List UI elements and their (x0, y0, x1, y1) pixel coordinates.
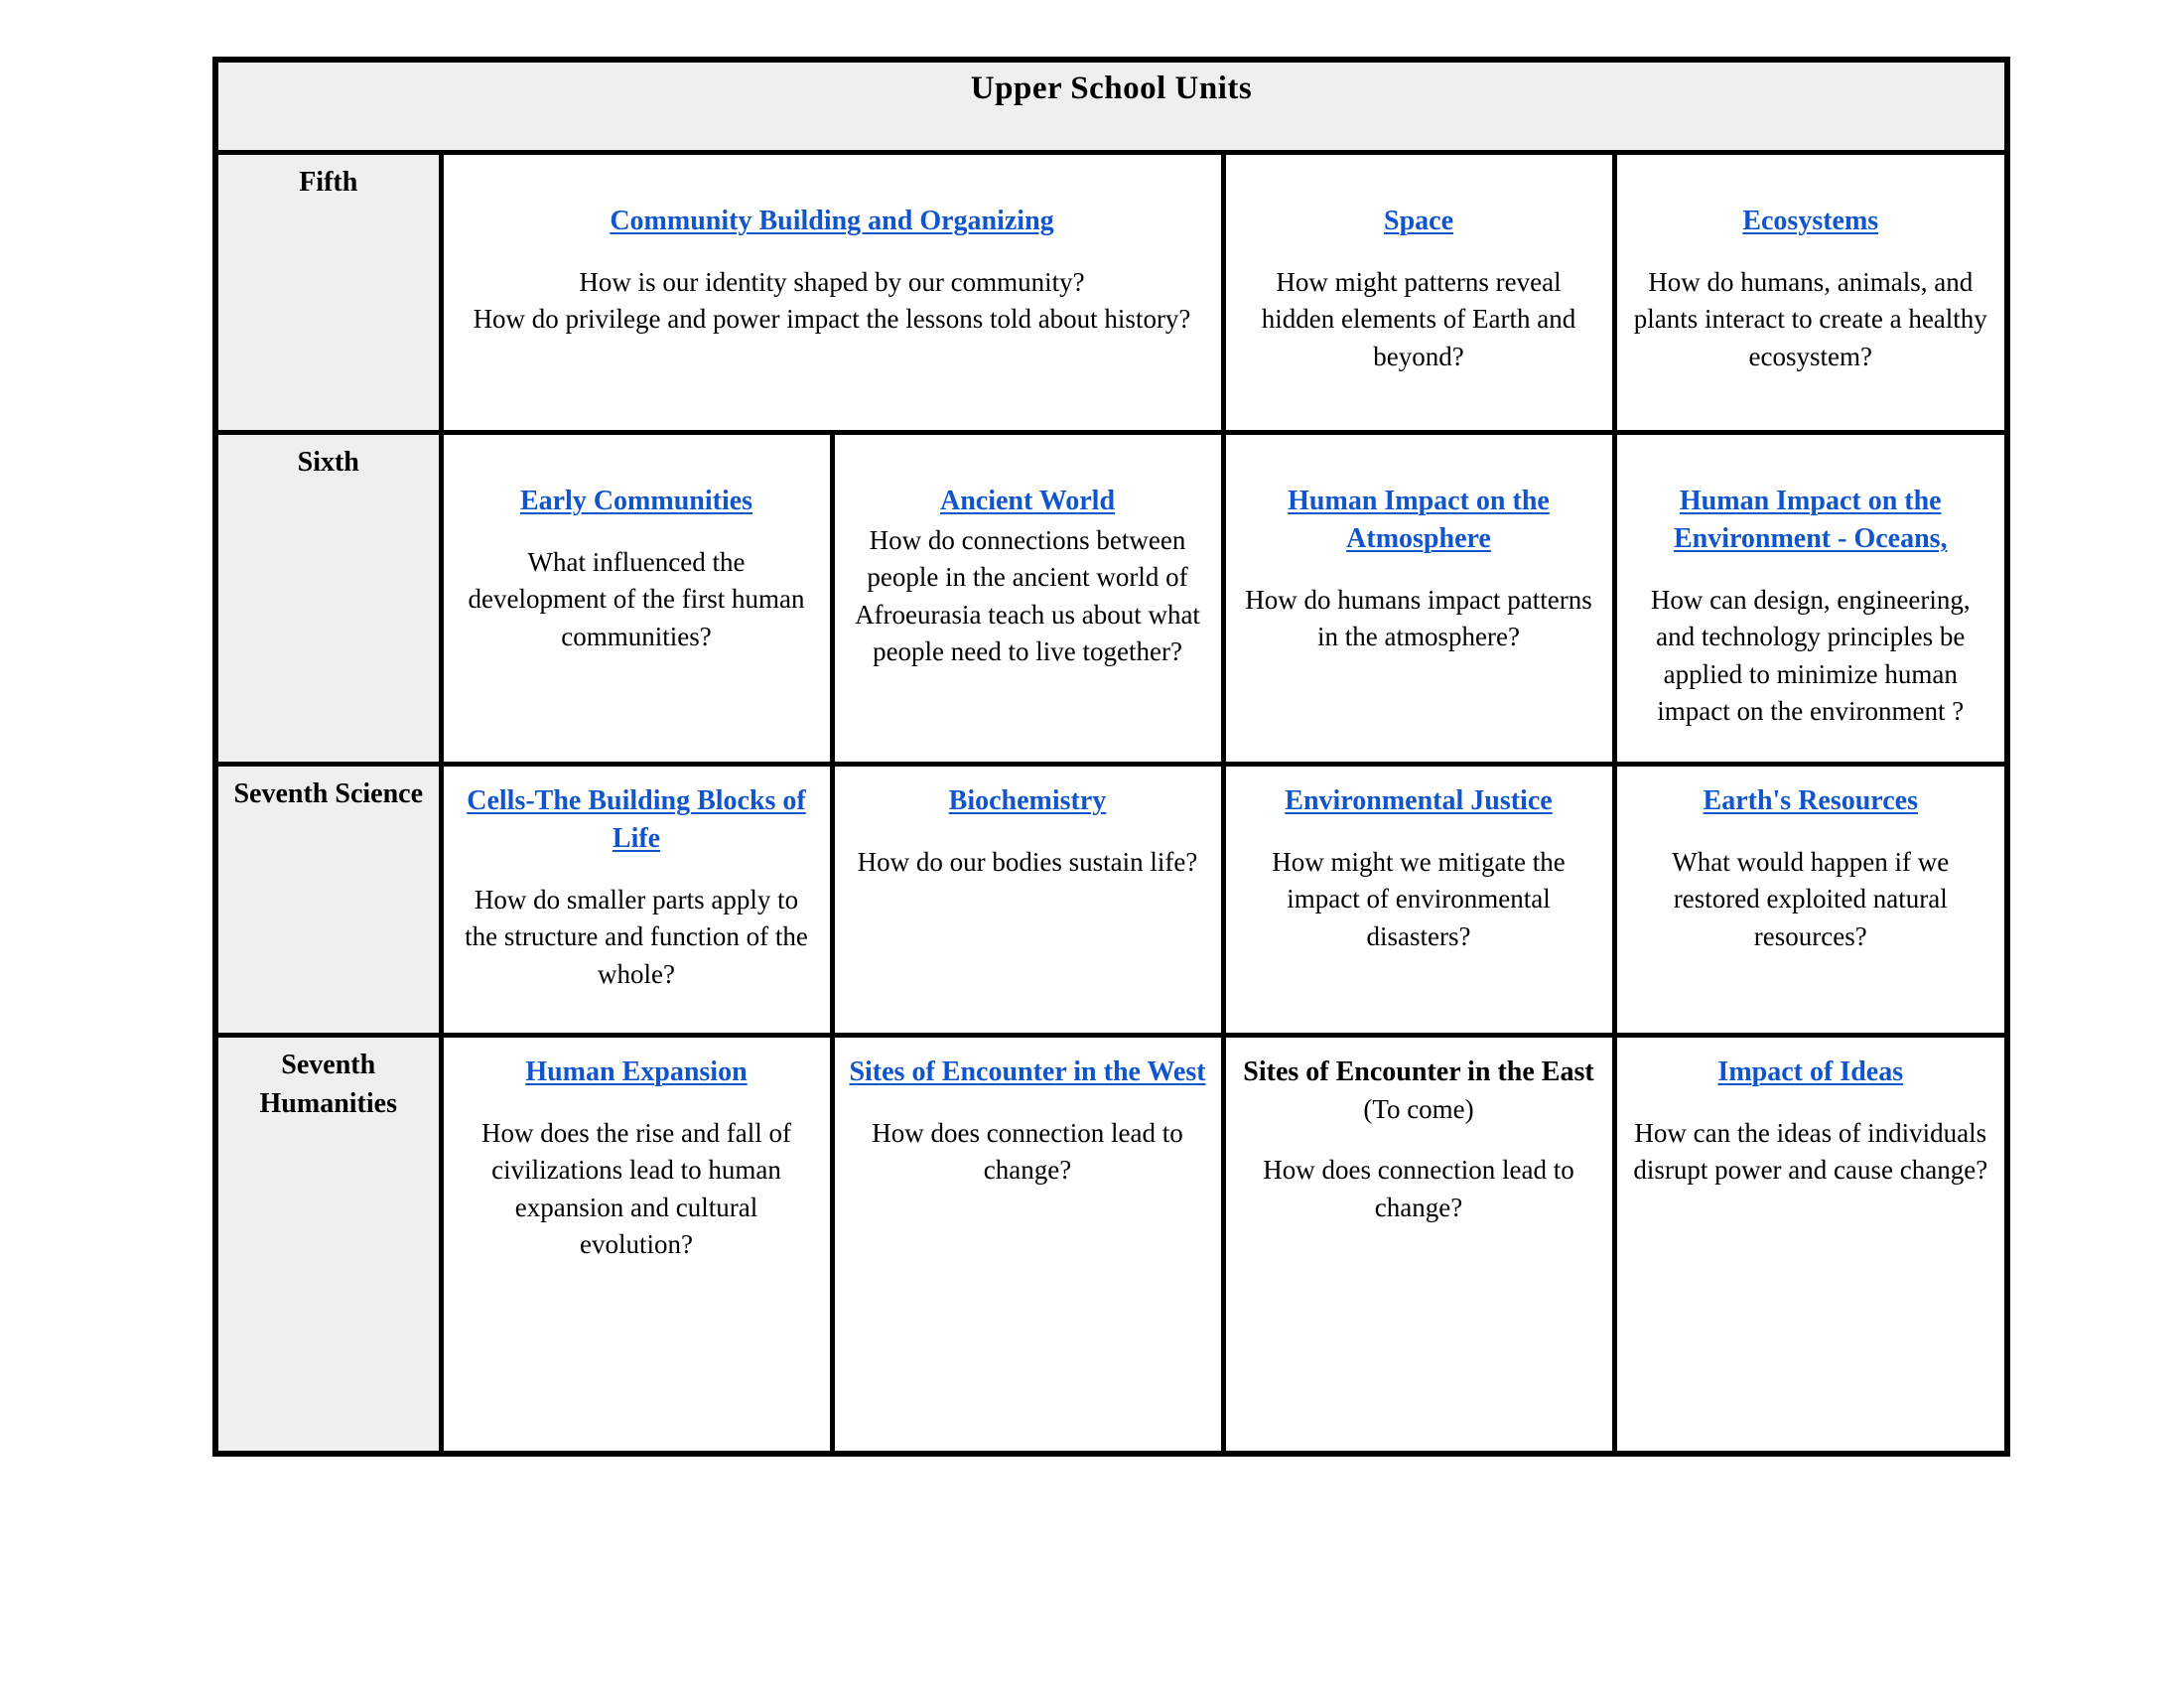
unit-question: What influenced the development of the first human communities? (468, 547, 805, 651)
unit-question: How do connections between people in the ancient world of Afroeurasia teach us about what people need to live together? (855, 525, 1200, 666)
cell-earths-resources (1614, 765, 2007, 1036)
row-label-seventh-science: Seventh Science (215, 765, 441, 1036)
unit-link-community-building-and-organizing[interactable]: Community Building and Organizing (610, 206, 1054, 236)
unit-question: How does connection lead to change? (1263, 1155, 1574, 1222)
unit-question: How might patterns reveal hidden elements of Earth and beyond? (1261, 267, 1576, 371)
unit-questions (1629, 582, 1993, 730)
unit-questions (847, 522, 1209, 670)
unit-question: How do privilege and power impact the lessons told about history? (473, 304, 1191, 335)
unit-link-sites-of-encounter-in-the-west[interactable]: Sites of Encounter in the West (849, 1056, 1206, 1087)
unit-question: How does the rise and fall of civilizations lead to human expansion and cultural evolution? (481, 1118, 791, 1259)
unit-question: How can design, engineering, and technology principles be applied to minimize human impact on the environment ? (1650, 585, 1971, 726)
unit-questions (1629, 264, 1993, 375)
unit-link-environmental-justice[interactable]: Environmental Justice (1285, 785, 1553, 816)
row-label-fifth: Fifth (215, 153, 441, 433)
cell-ecosystems (1614, 153, 2007, 433)
unit-link-human-expansion[interactable]: Human Expansion (525, 1056, 748, 1087)
unit-questions (1238, 1152, 1600, 1226)
cell-human-expansion (441, 1036, 832, 1454)
unit-questions (1238, 264, 1600, 375)
cell-environmental-justice (1223, 765, 1614, 1036)
unit-link-ecosystems[interactable]: Ecosystems (1742, 206, 1879, 236)
cell-ancient-world (832, 433, 1223, 765)
unit-link-biochemistry[interactable]: Biochemistry (948, 785, 1107, 816)
cell-space (1223, 153, 1614, 433)
unit-questions (1629, 844, 1993, 955)
unit-questions (847, 844, 1209, 881)
unit-question: How do humans, animals, and plants interact to create a healthy ecosystem? (1633, 267, 1987, 371)
unit-question: How do our bodies sustain life? (857, 847, 1198, 878)
unit-title-sites-of-encounter-in-the-east: Sites of Encounter in the East (1243, 1056, 1594, 1087)
cell-biochemistry (832, 765, 1223, 1036)
table-title: Upper School Units (215, 60, 2007, 153)
row-label-sixth: Sixth (215, 433, 441, 765)
cell-human-impact-atmosphere (1223, 433, 1614, 765)
unit-link-early-communities[interactable]: Early Communities (519, 486, 753, 516)
unit-questions (1238, 844, 1600, 955)
unit-question: How is our identity shaped by our community? (579, 267, 1085, 298)
unit-question: How can the ideas of individuals disrupt power and cause change? (1633, 1118, 1988, 1186)
unit-questions (1238, 582, 1600, 656)
cell-early-communities (441, 433, 832, 765)
unit-question: How does connection lead to change? (872, 1118, 1183, 1186)
unit-question: How do humans impact patterns in the atmosphere? (1245, 585, 1592, 652)
unit-questions (456, 264, 1209, 339)
unit-link-earths-resources[interactable]: Earth's Resources (1703, 785, 1918, 816)
cell-impact-of-ideas (1614, 1036, 2007, 1454)
unit-question: How might we mitigate the impact of environmental disasters? (1272, 847, 1566, 951)
unit-questions (1629, 1115, 1993, 1190)
row-label-seventh-humanities: Seventh Humanities (215, 1036, 441, 1454)
unit-questions (847, 1115, 1209, 1190)
cell-cells-building-blocks (441, 765, 832, 1036)
cell-community-building (441, 153, 1223, 433)
unit-link-human-impact-on-the-atmosphere[interactable]: Human Impact on the Atmosphere (1288, 486, 1550, 555)
unit-questions (456, 1115, 818, 1263)
cell-sites-of-encounter-east (1223, 1036, 1614, 1454)
unit-link-ancient-world[interactable]: Ancient World (939, 486, 1116, 516)
unit-questions (456, 544, 818, 655)
unit-link-human-impact-on-the-environment-oceans[interactable]: Human Impact on the Environment - Oceans, (1673, 486, 1948, 555)
unit-question: What would happen if we restored exploited natural resources? (1672, 847, 1950, 951)
upper-school-units-table (212, 57, 2004, 1457)
unit-link-cells-the-building-blocks-of-life[interactable]: Cells-The Building Blocks of Life (467, 785, 806, 855)
cell-sites-of-encounter-west (832, 1036, 1223, 1454)
unit-question: How do smaller parts apply to the structure and function of the whole? (465, 885, 808, 989)
unit-subtitle-to-come: (To come) (1363, 1094, 1474, 1125)
unit-link-space[interactable]: Space (1384, 206, 1453, 236)
cell-human-impact-environment-oceans (1614, 433, 2007, 765)
unit-link-impact-of-ideas[interactable]: Impact of Ideas (1717, 1056, 1904, 1087)
unit-questions (456, 882, 818, 993)
